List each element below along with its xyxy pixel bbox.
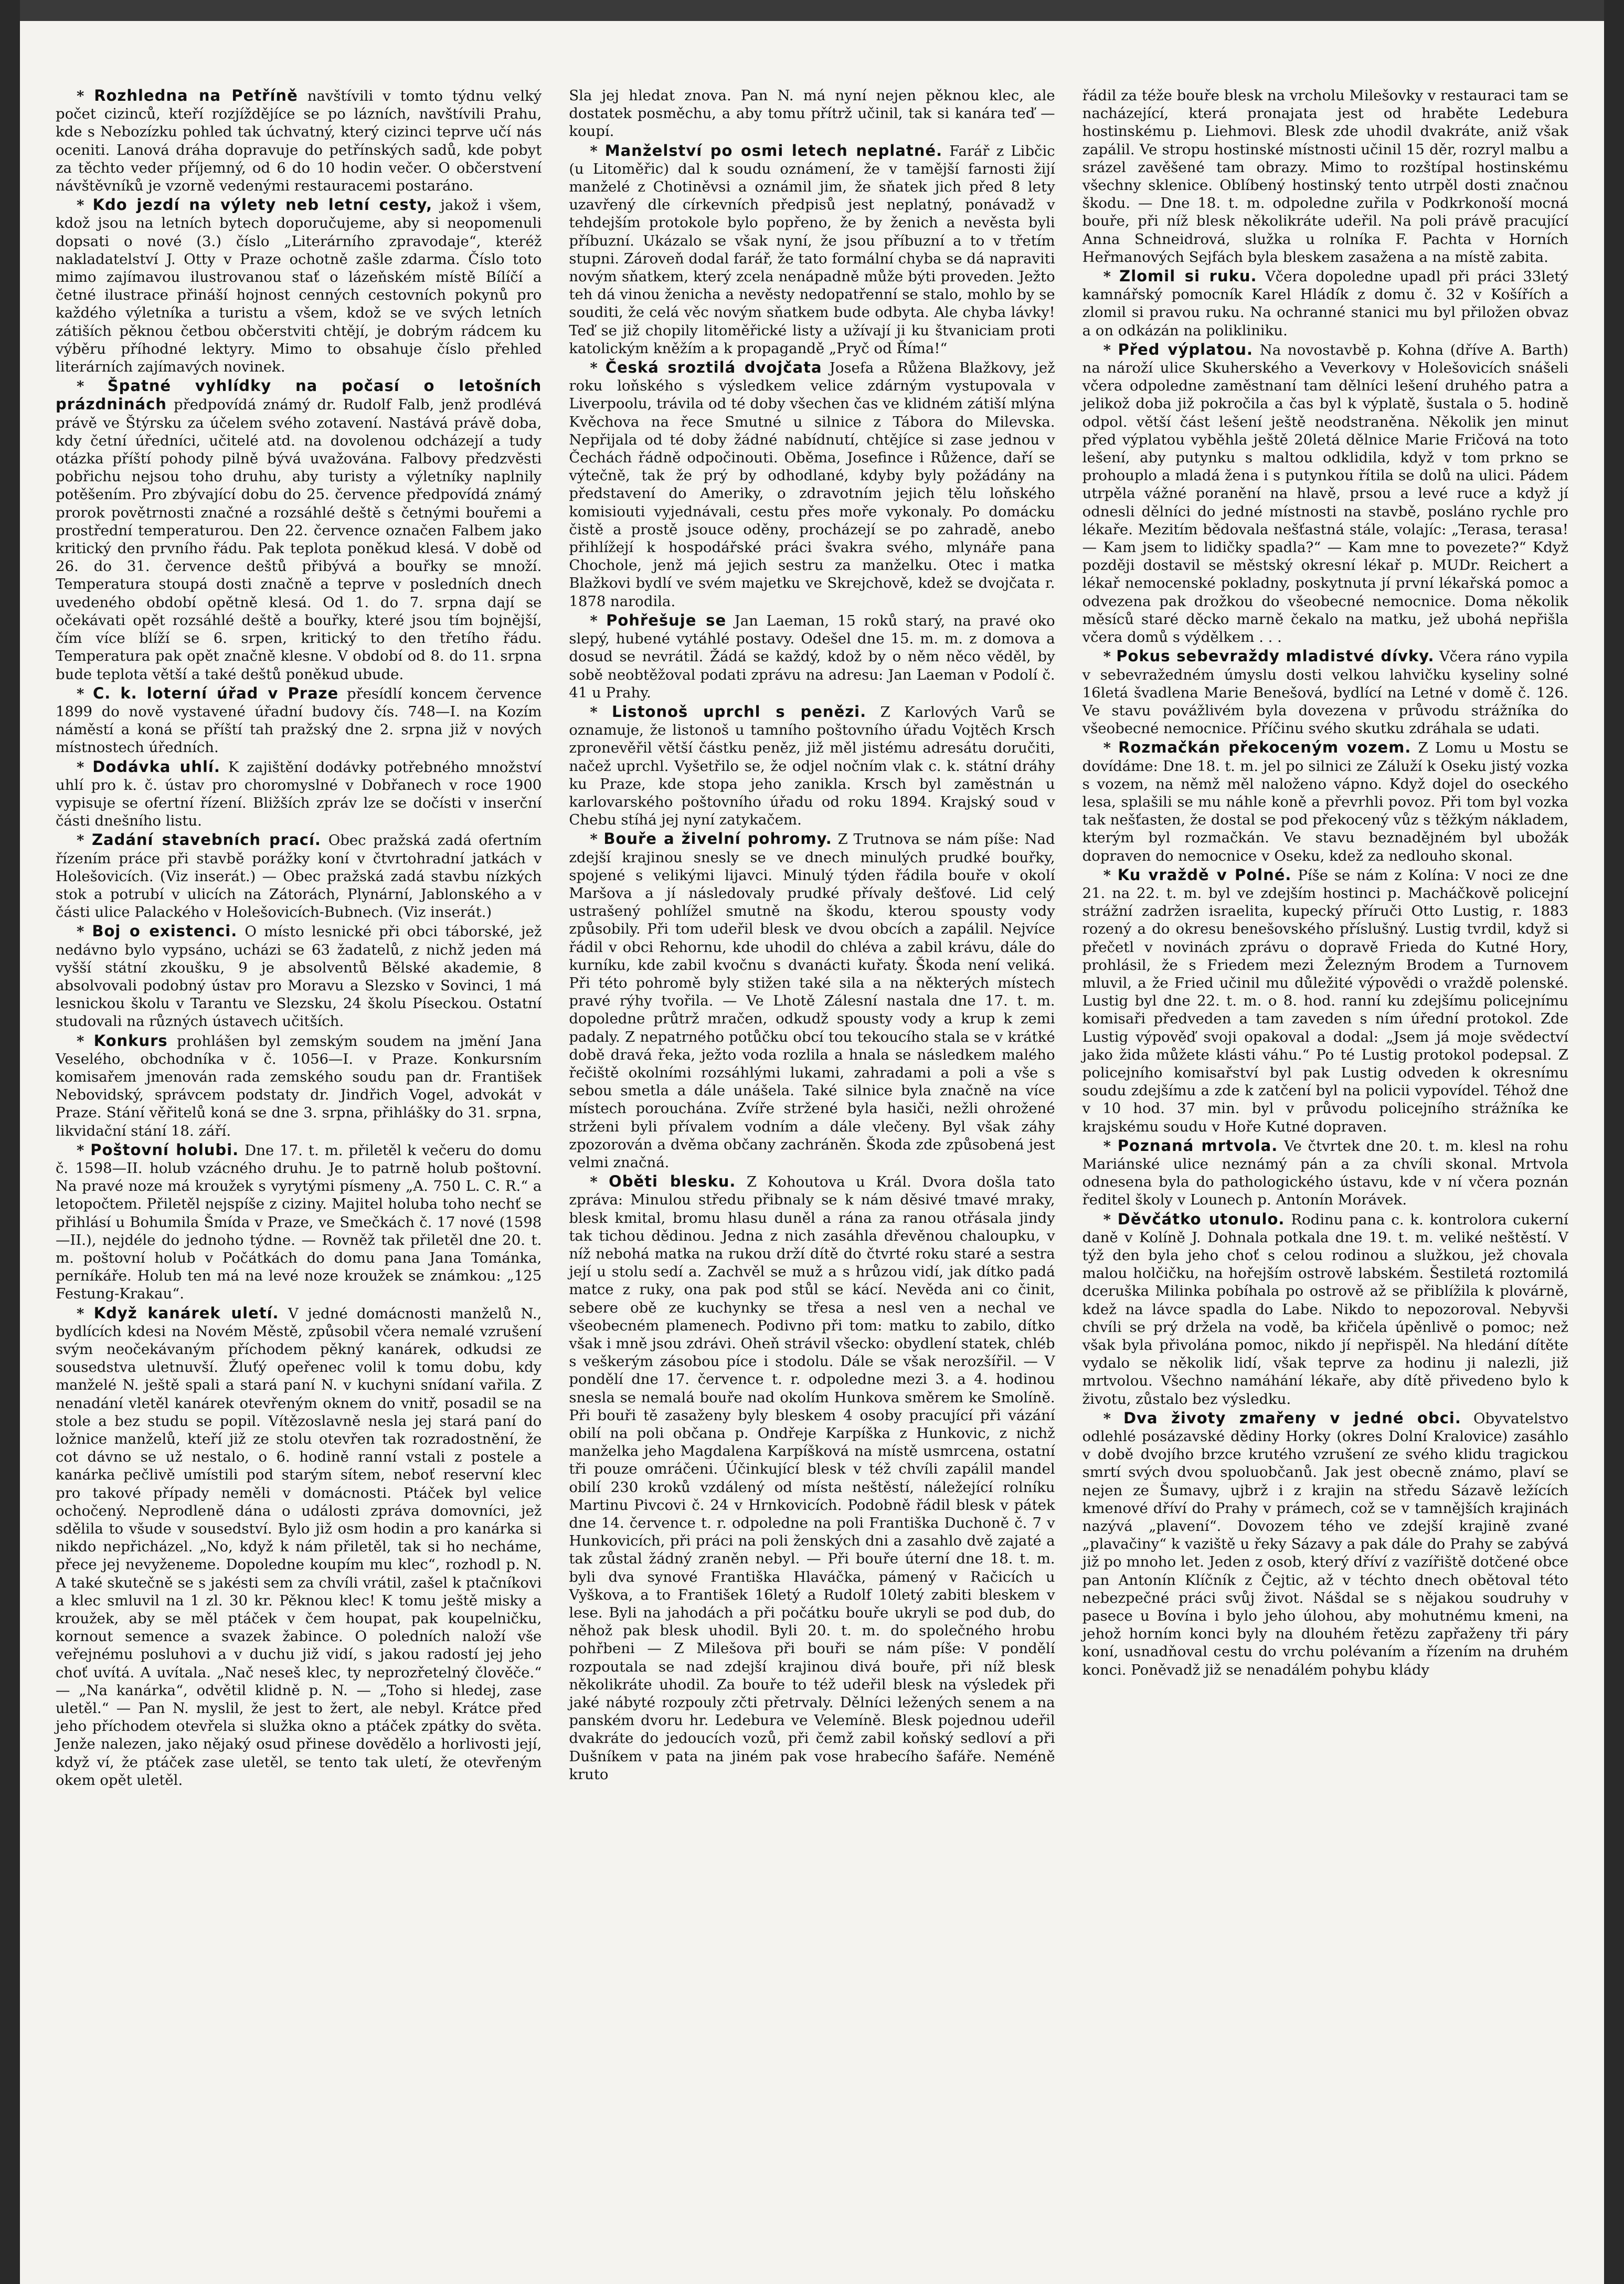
- article-headline: Dodávka uhlí.: [92, 757, 220, 776]
- article-bullet: *: [1103, 341, 1118, 358]
- article-body: Jan Laeman, 15 roků starý, na pravé oko slepý, hubené vytáhlé postavy. Odešel dne 15. m. m. z domova a dosud se nevrátil. Žádá se každý, kdož by o něm něco věděl, by sobě neobtěžoval podati zprávu na adresu: Jan Laeman v Podolí č. 41 u Prahy.: [569, 612, 1055, 701]
- article-bullet: *: [1103, 268, 1120, 286]
- article: [56, 922, 542, 1030]
- article-bullet: *: [77, 1141, 91, 1159]
- article: [56, 684, 542, 757]
- article-bullet: *: [77, 923, 92, 940]
- scan-border-left: [0, 0, 20, 2284]
- article-headline: Pohřešuje se: [606, 611, 727, 629]
- scan-border-top: [0, 0, 1624, 21]
- column-3: [1079, 87, 1572, 2259]
- article: [1082, 647, 1568, 737]
- article-body: přesídlí koncem července 1899 do nově vystavené úřadní budovy čís. 748—I. na Kozím náměstí a koná se příští tah pražský dne 2. srpna již v nových místnostech úředních.: [56, 685, 542, 756]
- column-1-text: [56, 87, 542, 1789]
- article-headline: Konkurs: [93, 1031, 168, 1050]
- column-3-text: [1082, 87, 1568, 1679]
- article-body: Obyvatelstvo odlehlé posázavské dědiny Horky (okres Dolní Kralovice) zasáhlo v době dvojího brzce krutého vzrušení ze svého klidu tragickou smrtí svých dvou spoluobčanů. Jak jest obecně známo, plaví se nejen ze Šumavy, ujbrž i z krajin na středu Sázavě ležících kmenové dříví do Prahy v prámech, což se v tamnějších krajinách nazývá „plavení“. Dovozem tého ve zdejší krajině zvané „plavačiny“ k vaziště u řeky Sázavy a pak dále do Prahy se zabývá již po mnoho let. Jeden z osob, který dříví z vazířiště dotčené obce pan Antonín Klíčník z Čejtic, až v téchto dnech obětoval této nebezpečné práci svůj život. Nášdal se s nějakou soudruhy v pasece u Bovína i bylo jeho úlohou, aby mohutnému kmeni, na jehož horním konci byly na dlouhém řetězu zapřaženy tři páry koní, usnadňoval cestu do vrchu polévaním a řízením na druhém konci. Poněvadž již se nenadálém pohybu klády: [1082, 1410, 1568, 1678]
- article-bullet: *: [590, 142, 605, 160]
- article-headline: Bouře a živelní pohromy.: [603, 830, 832, 848]
- article-bullet: *: [1103, 1137, 1118, 1155]
- article-headline: Pokus sebevraždy mladistvé dívky.: [1116, 647, 1435, 665]
- article-bullet: *: [1103, 1410, 1123, 1427]
- article-headline: Rozmačkán překoceným vozem.: [1118, 738, 1411, 757]
- article-body: Včera ráno vypila v sebevražedném úmyslu dosti velkou lahvičku kyseliny solné 16letá švadlena Marie Benešová, bydlící na Letné v domě č. 126. Ve stavu povážlivém byla dovezena v průvodu strážníka do všeobecné nemocnice. Příčinu svého skutku zdráhala se udati.: [1082, 648, 1568, 737]
- article: [56, 1304, 542, 1789]
- article-body: Z Kohoutova u Král. Dvora došla tato zpráva: Minulou středu přibnaly se k nám děsivé tmavé mraky, blesk kmital, bromu hlasu duněl a rána za ranou otřásala jindy tak tichou dědinou. Jedna z nich zasáhla dřevěnou chaloupku, v níž nebohá matka na rukou drží dítě do čtvrté roku staré a sestra její u stolu sedí a. Zachvěl se muž a s hrůzou vidí, jak dítko padá matce z ruky, ona pak pod stůl se kácí. Nevěda ani co činit, sebere obě ze kuchynky se třesa a nesl ven a nechal ve všeobecném plamenech. Podivno při tom: matku to zabilo, dítko však i mně jsou zdrávi. Oheň strávil všecko: obydlení statek, chléb s veškerým zásobou píce i stodolu. Dále se však nerozšířil. — V pondělí dne 17. července t. r. odpoledne mezi 3. a 4. hodinou snesla se nemalá bouře nad okolím Hunkova směrem ke Smolíně. Při bouři tě zasaženy byly bleskem 4 osoby pracující při vázání obilí na poli občana p. Ondřeje Karpíška z Hunkovic, z nichž manželka jeho Magdalena Karpíšková na místě usmrcena, ostatní tři pouze omráčeni. Účinkující blesk v též chvíli zapálil mandel obilí 230 kroků vzdálený od místa neštěstí, náležející rolníku Martinu Pivcovi č. 24 v Hrnkovicích. Podobně řádil blesk v pátek dne 14. července t. r. odpoledne na poli Františka Duchoně č. 7 v Hunkovicích, při práci na poli ženských dni a zasahlo dvě zajaté a tak zůstal žádný zraněn nebyl. — Při bouře úterní dne 18. t. m. byli dva synové Františka Hlaváčka, pámený v Račicích u Vyškova, a to František 16letý a Rudolf 10letý zabiti bleskem v lese. Byli na jahodách a při počátku bouře ukryli se pod dub, do něhož pak blesk uhodil. Byli 20. t. m. do společného hrobu pohřbeni — Z Milešova při bouři se nám píše: V pondělí rozpoutala se nad zdejší krajinou divá bouře, při níž blesk několikráte uhodil. Za bouře to též udeřil blesk na výsledek při jaké nábyté rozpouly zčti přetrvaly. Dělníci ležených senem a na panském dvoru hr. Ledebura ve Velemíně. Blesk pojednou udeřil dvakráte do jedoucích vozů, při čemž zabil koňský sedloví a při Dušníkem v pata na jiném pak vose hrabecího šafáře. Neméně kruto: [569, 1173, 1055, 1783]
- article: [569, 87, 1055, 141]
- article-headline: Listonoš uprchl s penězi.: [612, 702, 867, 721]
- article-body: řádil za téže bouře blesk na vrcholu Milešovky v restauraci tam se nacházející, která pronajata jest od hraběte Ledebura hostinskému p. Liehmovi. Blesk zde uhodil dvakráte, aniž však zapálil. Ve stropu hostinské místnosti učinil 15 děr, rozryl malbu a srázel zavěšené tam obrazy. Mimo to rozštípal hostinskému všechny sklenice. Oblíbený hostinský tento utrpěl dosti značnou škodu. — Dne 18. t. m. odpoledne zuřila v Podkrkonoší mocná bouře, při níž blesk několikráte udeřil. Na poli právě pracující Anna Schneidrová, služka u rolníka F. Pachta v Horních Heřmanových Sejfách byla bleskem zasažena a na místě zabita.: [1082, 87, 1568, 266]
- article-headline: Ku vraždě v Polné.: [1117, 865, 1292, 884]
- article-bullet: *: [77, 758, 93, 776]
- article-bullet: *: [77, 378, 108, 395]
- article: [569, 830, 1055, 1171]
- article-bullet: *: [1103, 1211, 1118, 1228]
- text-columns: [52, 87, 1572, 2259]
- article-body: Dne 17. t. m. přiletěl k večeru do domu č. 1598—II. holub vzácného druhu. Je to patrně holub poštovní. Na pravé noze má kroužek s vyrytými písmeny „A. 750 L. C. R.“ a letopočtem. Přiletěl nejspíše z ciziny. Majitel holuba toho nechť se přihlásí u Bohumila Šmída v Praze, ve Smečkách č. 17 nové (1598—II.), nejdéle do jednoho týdne. — Rovněž tak přiletěl dne 20. t. m. poštovní holub v Počátkách do domu pana Jana Tománka, perníkáře. Holub ten má na levé noze kroužek se známkou: „125 Festung-Krakau“.: [56, 1141, 542, 1303]
- article: [56, 831, 542, 921]
- article-body: prohlášen byl zemským soudem na jmění Jana Veselého, obchodníka v č. 1056—I. v Praze. Konkursním komisařem jmenován rada zemského soudu pan dr. František Nebovidský, správcem podstaty dr. Jindřich Vogel, advokát v Praze. Stání věřitelů koná se dne 3. srpna, přihlášky do 31. srpna, likvidační stání 18. září.: [56, 1032, 542, 1139]
- article-bullet: *: [77, 685, 93, 702]
- article: [1082, 1210, 1568, 1408]
- article-body: navštívili v tomto týdnu velký počet cizinců, kteří rozjíždějíce se po lázních, navštívili Prahu, kde s Nebozízku pohled tak úchvatný, který cizinci teprve učí nás oceniti. Lanová dráha dopravuje do petřínských sadů, kde pobyt za těchto veder příjemný, od 6 do 10 hodin večer. O občerstvení návštěvníků je vzorně vedenými restauracemi postaráno.: [56, 88, 542, 195]
- article: [1082, 87, 1568, 266]
- article-body: V jedné domácnosti manželů N., bydlících kdesi na Novém Městě, způsobil včera nemalé vzrušení svým neočekávaným příchodem pěkný kanárek, odkudsi ze sousedstva uletnuvší. Žluťý opeřenec volil k tomu dobu, kdy manželé N. ještě spali a stará paní N. v kuchyni snídaní vařila. Z nenadání vletěl kanárek otevřeným oknem do vnitř, posadil se na stole a bez studu se popil. Vítězoslavně nesla jej stará paní do ložnice manželů, kteří již ze stolu otevřen tak rozradostnění, že cot dávno se už nestalo, o 6. hodině ranní vstali z postele a kanárka pečlivě umístili pod starým sítem, neboť reservní klec pro takové případy neměli v domácnosti. Ptáček byl velice ochočený. Neprodleně dána o události zpráva domovníci, jež sdělila to všude v sousedství. Bylo již osm hodin a pro kanárka si nikdo nepřicházel. „No, když k nám přiletěl, tak si ho necháme, přece jej nevyženeme. Dopoledne koupím mu klec“, rozhodl p. N. A také skutečně se s jakésti sem za chvíli vrátil, zašel k ptačníkovi a klec smluvil na 1 zl. 30 kr. Pěknou klec! K tomu ještě misky a kroužek, aby se měl ptáček v čem houpat, pak koupelničku, kornout semence a svazek žabince. O poledních naloží vše veřejnému posluhovi a v duchu již vidí, s jakou radostí jej jeho choť uvítá. A uvítala. „Nač neseš klec, ty neprozřetelný člověče.“ — „Na kanárka“, odvětil klidně p. N. — „Toho si hledej, zase uletěl.“ — Pan N. myslil, že jest to žert, ale nebyl. Krátce před jeho příchodem otevřela si služka okno a ptáček zpátky do světa. Jenže nalezen, jako nějaký osud přinese dovědělo a horlivosti její, když ví, že ptáček zase uletěl, se tento tak uletí, že otevřeným okem opět uletěl.: [56, 1305, 542, 1789]
- article-bullet: *: [77, 1032, 94, 1050]
- article: [569, 1172, 1055, 1783]
- article: [1082, 1409, 1568, 1679]
- article-body: Včera dopoledne upadl při práci 33letý kamnářský pomocník Karel Hládík z domu č. 32 v Košířích a zlomil si pravou ruku. Na ochranné stanici mu byl přiložen obvaz a on odkázán na polikliniku.: [1082, 268, 1568, 339]
- article-headline: Rozhledna na Petříně: [94, 87, 298, 104]
- article-body: K zajištění dodávky potřebného množství uhlí pro k. č. ústav pro choromyslné v Dobřanech v roce 1900 vypisuje se ofertní řízení. Bližších zpráv lze se dočísti v inserční části dnešního listu.: [56, 758, 542, 830]
- article-body: Obec pražská zadá ofertním řízením práce při stavbě porážky koní v čtvrtohradní jatkách v Holešovicích. (Viz inserát.) — Obec pražská zadá stavbu nízkých stok a potrubí v ulicích na Zátorách, Plynární, Jablonského a v části ulice Palackého v Holešovicích-Bubnech. (Viz inserát.): [56, 832, 542, 921]
- article-headline: Dva životy zmařeny v jedné obci.: [1123, 1409, 1461, 1427]
- article-body: Sla jej hledat znova. Pan N. má nyní nejen pěknou klec, ale dostatek posměchu, a aby tomu přítrž učinil, tak si kanára teď — koupí.: [569, 87, 1055, 140]
- article-bullet: *: [590, 359, 606, 377]
- article: [56, 87, 542, 195]
- article: [569, 611, 1055, 702]
- article-bullet: *: [590, 831, 604, 848]
- article-body: Z Trutnova se nám píše: Nad zdejší krajinou snesly se ve dnech minulých prudké bouřky, spojené s velikými lijavci. Minulý týden řádila bouře v okolí Maršova a jí následovaly prudké přívaly dešťové. Lid celý ustrašený pohlížel smutně na škodu, kterou spousty vody způsobily. Při tom udeřil blesk ve dvou obcích a zapálil. Nejvíce řádil v obci Rehornu, kde uhodil do chléva a zabil krávu, dále do kurníku, kde zabil kvočnu s dvanácti kuřaty. Škoda není veliká. Při této pohromě byly stižen také sila a na některých místech pravé rýhy tvořila. — Ve Lhotě Zálesní nastala dne 17. t. m. dopoledne průtrž mračen, odkudž spousty vody a krup k zemi padaly. Z nepatrného potůčku obcí tou tekoucího stala se v krátké době dravá řeka, ježto voda rozlila a hnala se následkem malého řečiště okolními rozsáhlými lukami, zahradami a poli a vše s sebou smetla a dále unášela. Také silnice byla značně na více místech porouchána. Zvíře stržené byla hasiči, nežli ohrožené strženi byli přívalem vodním a dále vlečeny. Byl však záhy zpozorován a dvěma občany zachráněn. Škoda zde způsobená jest velmi značná.: [569, 831, 1055, 1171]
- article-bullet: *: [590, 612, 607, 629]
- article-headline: Poštovní holubi.: [90, 1140, 239, 1159]
- article-bullet: *: [590, 703, 612, 721]
- article: [56, 1141, 542, 1303]
- article-body: jakož i všem, kdož jsou na letních bytech doporučujeme, aby si neopomenuli dopsati o nové (3.) číslo „Literárního zpravodaje“, kteréž nakladatelství J. Otty v Praze ochotně zašle zdarma. Číslo toto mimo zajímavou ilustrovanou stať o lázeňském místě Bílíčí a četné ilustrace přináší hojnost cenných cestovních pokynů pro každého výletníka a turistu a všem, kdož se ve svých letních zátiších pěknou četbou občerstviti chtějí, je dobrým rádcem ku výběru příhodné lektyry. Mimo to obsahuje číslo přehled literárních zajímavých novinek.: [56, 197, 542, 376]
- column-2: [566, 87, 1058, 2259]
- article: [1082, 738, 1568, 864]
- article-body: Ve čtvrtek dne 20. t. m. klesl na rohu Mariánské ulice neznámý pán a za chvíli skonal. Mrtvola odnesena byla do pathologického ústavu, kde v ní včera poznán ředitel školy v Lounech p. Antonín Morávek.: [1082, 1137, 1568, 1209]
- article-body: předpovídá známý dr. Rudolf Falb, jenž prodlévá právě ve Štýrsku za účelem svého zotavení. Nastává právě doba, kdy četní úředníci, učitelé atd. na dovolenou odcházejí a tudy otázka příští pohody pilně bývá uvažována. Falbovy předzvěsti pobřichu nejsou toho druhu, aby turisty a výletníky naplnily potěšením. Pro zbývající dobu do 25. července předpovídá známý prorok povětrnosti značné a rozsáhlé deště s četnými bouřemi a prostřední temperaturou. Den 22. července označen Falbem jako kritický den prvního řádu. Pak teplota poněkud klesá. V době od 26. do 31. července deštů přibývá a bouřky se množí. Temperatura stoupá dosti značně a teprve v posledních dnech uvedeného období opětně klesá. Od 1. do 7. srpna dají se očekávati opět rozsáhlé deště a bouřky, které jsou tím bojnější, čím více blíží se 6. srpen, kritický to den třetího řádu. Temperatura pak opět značně klesne. V období od 8. do 11. srpna bude teplota větší a také deštů poněkud ubude.: [56, 396, 542, 683]
- article-headline: Když kanárek uletí.: [93, 1304, 279, 1322]
- article-body: Josefa a Růžena Blažkovy, jež roku loňského s výsledkem velice zdárným vystupovala v Liverpoolu, trávila od té doby všechen čas ve klidném zátiší mlýna Kvěchova na řece Smutné u silnice z Tábora do Milevska. Nepřijala od té doby žádné nabídnutí, chtějíce si zase jednou v Čechách řádně odpočinouti. Oběma, Josefince i Růžence, daří se výtečně, tak že prý by odhodlané, kdyby byly požádány na představení do Ameriky, o zdravotním jejich tělu loňského komisiouti vyjednávali, cestu přes moře vykonaly. Po domácku čistě a prostě jsouce oděny, procházejí se po zahradě, anebo přihlížejí k hospodářské práci švakra svého, mlynáře pana Chochole, jenž má jejich sestru za manželku. Otec i matka Blažkovi bydlí ve svém majetku ve Skrejchově, kdež se dvojčata r. 1878 narodila.: [569, 359, 1055, 610]
- article-headline: Česká sroztilá dvojčata: [605, 358, 822, 377]
- column-1: [52, 87, 545, 2259]
- article-headline: Děvčátko utonulo.: [1117, 1210, 1285, 1228]
- article-bullet: *: [590, 1173, 609, 1191]
- article-bullet: *: [1103, 739, 1119, 757]
- article: [569, 358, 1055, 610]
- article-headline: Špatné vyhlídky na počasí o letošních prázdninách: [56, 377, 542, 414]
- scan-border-right: [1604, 0, 1624, 2284]
- article-bullet: *: [1103, 648, 1117, 665]
- article: [1082, 267, 1568, 340]
- article-body: O místo lesnické při obci táborské, jež nedávno bylo vypsáno, ucházi se 63 žadatelů, z nichž jeden má vyšší státní zkoušku, 9 je absolventů Bělské akademie, 8 absolvovali podobný ústav pro Moravu a Slezsko v Sovinci, 1 má lesnickou školu v Tarantu ve Slezsku, 24 školu Píseckou. Ostatní studovali na různých ústavech učitších.: [56, 923, 542, 1030]
- article-headline: C. k. loterní úřad v Praze: [92, 684, 339, 702]
- article-headline: Zadání stavebních prací.: [91, 831, 321, 849]
- article-headline: Manželství po osmi letech neplatné.: [604, 141, 943, 160]
- article: [56, 1032, 542, 1140]
- article-bullet: *: [77, 832, 92, 849]
- article-body: Rodinu pana c. k. kontrolora cukerní daně v Kolíně J. Dohnala potkala dne 19. t. m. veliké neštěstí. V týž den byla jeho choť s celou rodinou a služkou, jež chovala malou holčičku, na hořejším ostrově labském. Šestiletá roztomilá dceruška Milinka pobíhala po ostrově až se přiblížila k plovárně, kdež na lávce spadla do Labe. Nikdo to nepozoroval. Nebyvši chvíli se prý držela na vodě, ba křičela úpěnlivě o pomoc; než však byla přivolána pomoc, nikdo jí nepřispěl. Na hledání dítěte vydalo se několik lidí, však teprve za hodinu ji nalezli, již mrtvolou. Všechno namáhání lékaře, aby dítě přivedeno bylo k životu, zůstalo bez výsledku.: [1082, 1211, 1568, 1408]
- article-body: Z Karlových Varů se oznamuje, že listonoš u tamního poštovního úřadu Vojtěch Krsch zpronevěřil větší částku peněz, již měl jistému adresátu doručiti, načež uprchl. Vyšetřilo se, že odjel nočním vlak c. k. státní dráhy ku Praze, kde stopa jeho zanikla. Krsch byl zaměstnán u karlovarského poštovního úřadu od roku 1894. Krajský soud v Chebu stíhá jej nyní zatykačem.: [569, 703, 1055, 829]
- article-bullet: *: [77, 197, 93, 214]
- article-body: Z Lomu u Mostu se dovídáme: Dne 18. t. m. jel po silnici ze Záluží k Oseku jistý vozka s vozem, na němž měl naloženo vápno. Když dojel do oseckého lesa, splašili se mu náhle koně a převrhli povoz. Při tom byl vozka tak nešťasten, že dostal se pod překocený vůz s těžkým nákladem, kterým byl rozmačkán. Ve stavu beznadějném byl ubožák dopraven do nemocnice v Oseku, kdež za nedlouho skonal.: [1082, 739, 1568, 864]
- article-body: Farář z Libčic (u Litoměřic) dal k soudu oznámení, že v tamější farnosti žijí manželé z Chotiněvsi a oznámil jim, že sňatek jich před 8 lety uzavřený dle církevních předpisů jest neplatný, ponávadž v tehdejším protokole bylo popřeno, že by ženich a nevěsta byli příbuzní. Ukázalo se však nyní, že jsou příbuzní a to v třetím stupni. Zároveň dodal farář, že tato formální chyba se dá napraviti novým sňatkem, který zcela nenápadně může býti proveden. Ježto teh dá vinou ženicha a nevěsty nedopatřenní se stalo, mohlo by se souditi, že celá věc novým sňatkem bude odbyta. Ale chyba lávky! Teď se již chopily litoměřické listy a užívají ji ku štvaniciam proti katolickým kněžím a k propagandě „Pryč od Říma!“: [569, 142, 1055, 357]
- article: [56, 377, 542, 683]
- article-bullet: *: [77, 1305, 94, 1322]
- article: [56, 196, 542, 376]
- article-headline: Oběti blesku.: [609, 1172, 736, 1191]
- article-headline: Před výplatou.: [1118, 340, 1254, 358]
- article-bullet: *: [77, 88, 94, 104]
- article-headline: Kdo jezdí na výlety neb letní cesty,: [92, 196, 433, 214]
- article-headline: Zlomil si ruku.: [1119, 267, 1257, 286]
- article: [1082, 341, 1568, 646]
- article-headline: Boj o existenci.: [92, 922, 238, 940]
- article: [1082, 1137, 1568, 1209]
- article: [569, 142, 1055, 357]
- article: [56, 758, 542, 830]
- article: [569, 703, 1055, 829]
- column-2-text: [569, 87, 1055, 1783]
- article-body: Píše se nám z Kolína: V noci ze dne 21. na 22. t. m. byl ve zdejším hostinci p. Macháčkově policejní strážní zadržen israelita, kupecký příruči Otto Lustig, r. 1883 rozený a do okresu benešovského příslušný. Lustig tvrdil, když si přečetl v novinách zprávu o dopravě Frieda do Kutné Hory, prohlásil, že s Friedem mezi Železným Brodem a Turnovem mluvil, a že Fried učinil mu důležité výpovědi o vraždě polenské. Lustig byl dne 22. t. m. o 8. hod. ranní ku zdejšímu policejnímu komisaři předveden a tam zaveden s ním úřední protokol. Zde Lustig výpověď svoji opakoval a dodal: „Jsem já moje svědectví jako žida můžete klásti váhu.“ Po té Lustig protokol podepsal. Z policejního komisařství byl pak Lustig odveden k okresnímu soudu zdejšímu a zde k zatčení byl na policii vypovídel. Téhož dne v 10 hod. 37 min. byl v průvodu policejního strážníka ke krajskému soudu v Hoře Kutné dopraven.: [1082, 866, 1568, 1135]
- article-body: Na novostavbě p. Kohna (dříve A. Barth) na nároží ulice Skuherského a Veverkovy v Holešovicích snášeli včera odpoledne zaměstnaní tam dělníci lešení druhého patra a jelikož doba již pokročila a čas byl k výplatě, šustala o 5. hodině odpol. větší část lešení ještě neodstraněna. Několik jen minut před výplatou vyběhla ještě 20letá dělnice Marie Fričová na toto lešení, aby putynku s maltou odklidila, když v tom prkno se prohouplo a mladá žena i s putynkou řítila se dolů na ulici. Pádem utrpěla vážné poranění na hlavě, prsou a levé ruce a když jí odnesli dělníci do jedné místnosti na stavbě, posláno rychle pro lékaře. Mezitím bědovala nešťastná stále, volajíc: „Terasa, terasa! — Kam jsem to lidičky spadla?“ — Kam mne to povezete?“ Když později dostavil se městský okresní lékař p. MUDr. Reichert a lékař nemocenské pokladny, poskytnuta jí první lékařská pomoc a odvezena pak drožkou do všeobecné nemocnice. Doma několik měsíců staré děcko marně čekalo na matku, jež ubohá nepřišla včera domů s výdělkem . . .: [1082, 341, 1568, 646]
- article: [1082, 866, 1568, 1136]
- article-headline: Poznaná mrtvola.: [1117, 1136, 1278, 1155]
- article-bullet: *: [1103, 866, 1118, 884]
